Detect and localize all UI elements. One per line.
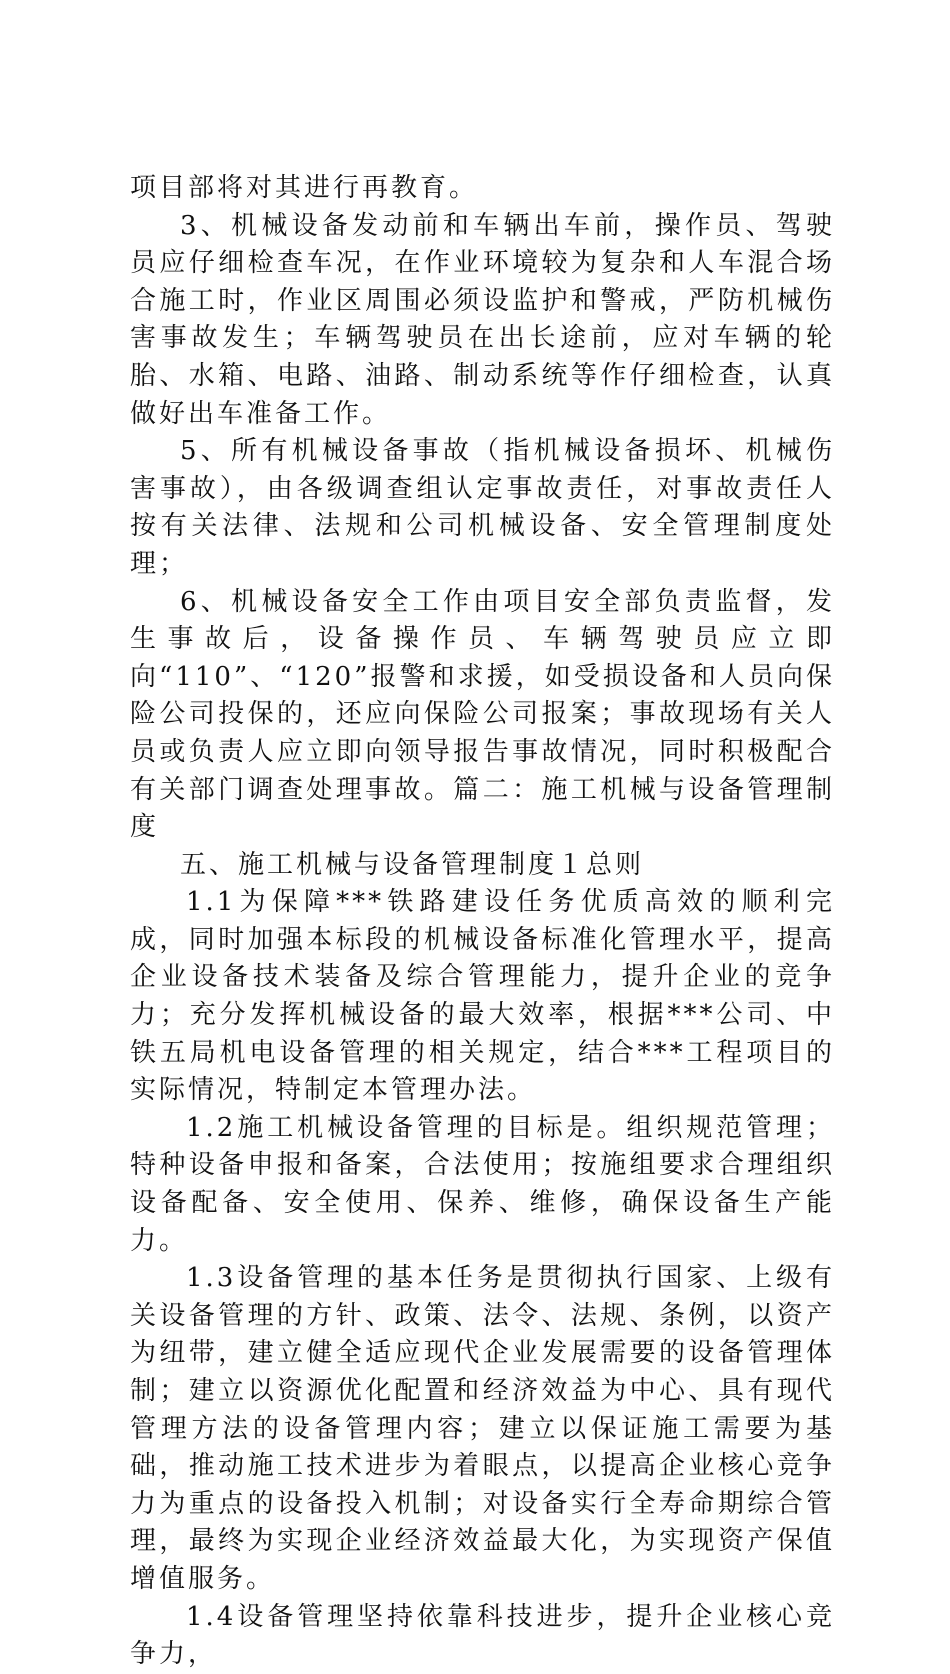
paragraph-1-4: 1.4设备管理坚持依靠科技进步，提升企业核心竞争力， xyxy=(130,1601,835,1670)
paragraph-1-2: 1.2施工机械设备管理的目标是。组织规范管理；特种设备申报和备案，合法使用；按施组要求合理组织设备配备、安全使用、保养、维修，确保设备生产能力。 xyxy=(130,1112,835,1256)
paragraph-item-6: 6、机械设备安全工作由项目安全部负责监督，发生事故后，设备操作员、车辆驾驶员应立即向“110”、“120”报警和求援，如受损设备和人员向保险公司投保的，还应向保险公司报案；事故现场有关人员或负责人应立即向领导报告事故情况，同时积极配合有关部门调查处理事故。篇二：施工机械与设备管理制度 xyxy=(130,586,835,843)
paragraph-1-3: 1.3设备管理的基本任务是贯彻执行国家、上级有关设备管理的方针、政策、法令、法规、条例，以资产为纽带，建立健全适应现代企业发展需要的设备管理体制；建立以资源优化配置和经济效益为中心、具有现代管理方法的设备管理内容；建立以保证施工需要为基础，推动施工技术进步为着眼点，以提高企业核心竞争力为重点的设备投入机制；对设备实行全寿命期综合管理，最终为实现企业经济效益最大化，为实现资产保值增值服务。 xyxy=(130,1263,835,1594)
section-heading: 五、施工机械与设备管理制度１总则 xyxy=(180,849,645,880)
paragraph-item-5: 5、所有机械设备事故（指机械设备损坏、机械伤害事故），由各级调查组认定事故责任，对事故责任人按有关法律、法规和公司机械设备、安全管理制度处理； xyxy=(130,436,835,579)
paragraph-1-1: 1.1为保障***铁路建设任务优质高效的顺利完成，同时加强本标段的机械设备标准化管理水平，提高企业设备技术装备及综合管理能力，提升企业的竞争力；充分发挥机械设备的最大效率，根据***公司、中铁五局机电设备管理的相关规定，结合***工程项目的实际情况，特制定本管理办法。 xyxy=(130,887,835,1106)
paragraph-continuation: 项目部将对其进行再教育。 xyxy=(130,173,479,203)
document-body xyxy=(130,170,835,1674)
paragraph-item-3: 3、机械设备发动前和车辆出车前，操作员、驾驶员应仔细检查车况，在作业环境较为复杂和人车混合场合施工时，作业区周围必须设监护和警戒，严防机械伤害事故发生；车辆驾驶员在出长途前，应对车辆的轮胎、水箱、电路、油路、制动系统等作仔细检查，认真做好出车准备工作。 xyxy=(130,210,835,429)
